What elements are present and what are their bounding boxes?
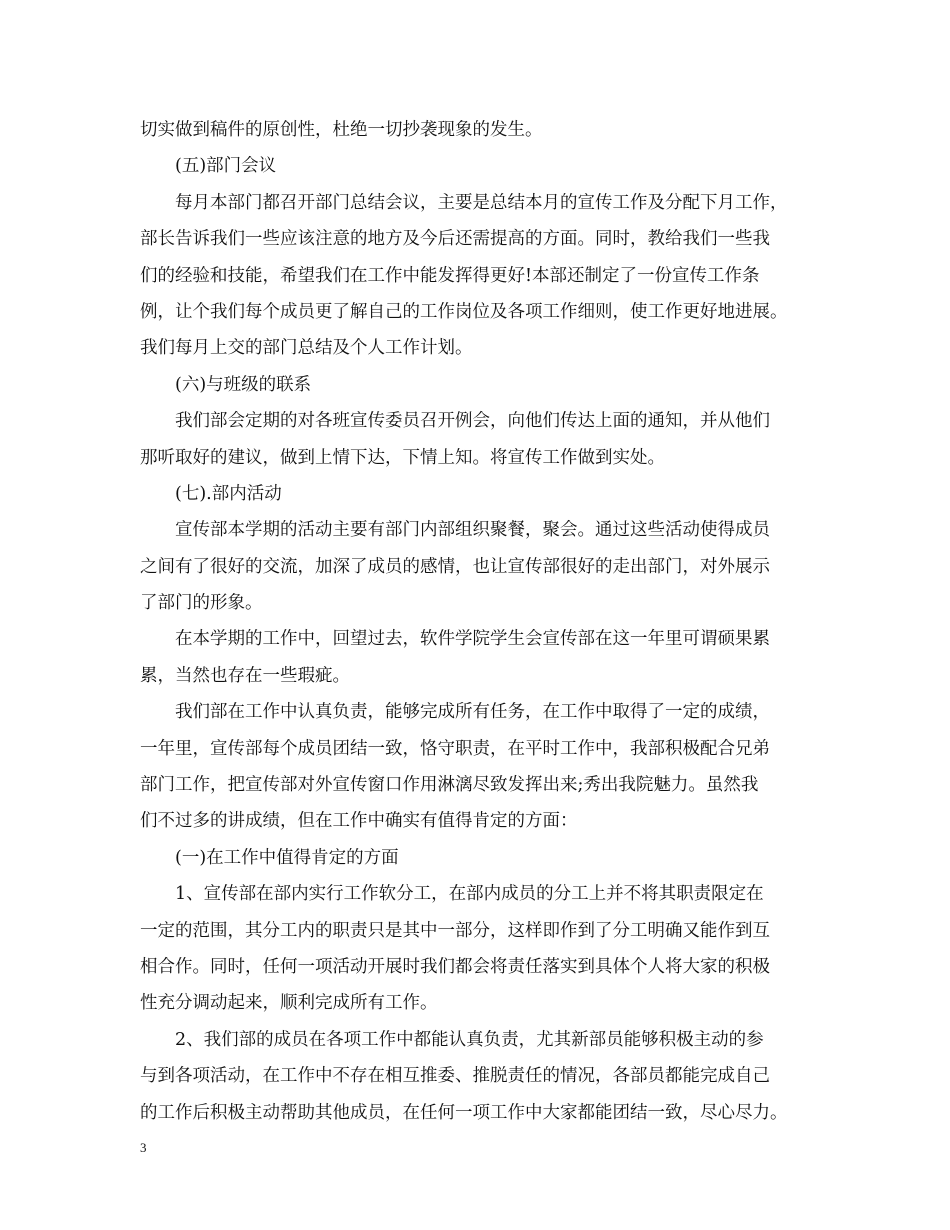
text-line: 我们部在工作中认真负责，能够完成所有任务，在工作中取得了一定的成绩， (175, 702, 770, 723)
text-line: 之间有了很好的交流，加深了成员的感情，也让宣传部很好的走出部门，对外展示 (140, 556, 770, 577)
text-line: 部长告诉我们一些应该注意的地方及今后还需提高的方面。同时，教给我们一些我 (140, 229, 770, 250)
text-line: 累，当然也存在一些瑕疵。 (140, 665, 350, 686)
text-line: 们的经验和技能，希望我们在工作中能发挥得更好!本部还制定了一份宣传工作条 (140, 265, 760, 286)
text-line: 性充分调动起来，顺利完成所有工作。 (140, 993, 438, 1014)
text-line: 部门工作，把宣传部对外宣传窗口作用淋漓尽致发挥出来;秀出我院魅力。虽然我 (140, 775, 759, 796)
text-line: 了部门的形象。 (140, 593, 263, 614)
text-line: 2、我们部的成员在各项工作中都能认真负责，尤其新部员能够积极主动的参 (175, 1029, 764, 1050)
text-line: 切实做到稿件的原创性，杜绝一切抄袭现象的发生。 (140, 120, 543, 140)
text-line: 一定的范围，其分工内的职责只是其中一部分，这样即作到了分工明确又能作到互 (140, 920, 770, 941)
section-heading: (五)部门会议 (175, 156, 277, 177)
text-line: 宣传部本学期的活动主要有部门内部组织聚餐，聚会。通过这些活动使得成员 (175, 520, 770, 541)
text-line: 在本学期的工作中，回望过去，软件学院学生会宣传部在这一年里可谓硕果累 (175, 629, 770, 650)
page-number: 3 (140, 1140, 147, 1155)
text-line: 1、宣传部在部内实行工作软分工，在部内成员的分工上并不将其职责限定在 (175, 884, 764, 905)
text-line: 一年里，宣传部每个成员团结一致，恪守职责，在平时工作中，我部积极配合兄弟 (140, 738, 770, 759)
section-heading: (六)与班级的联系 (175, 374, 312, 395)
section-heading: (一)在工作中值得肯定的方面 (175, 847, 399, 868)
text-line: 例，让个我们每个成员更了解自己的工作岗位及各项工作细则，使工作更好地进展。 (140, 301, 788, 322)
text-line: 相合作。同时，任何一项活动开展时我们都会将责任落实到具体个人将大家的积极 (140, 956, 770, 977)
text-line: 的工作后积极主动帮助其他成员，在任何一项工作中大家都能团结一致，尽心尽力。 (140, 1102, 788, 1123)
text-line: 我们部会定期的对各班宣传委员召开例会，向他们传达上面的通知，并从他们 (175, 411, 770, 432)
text-line: 每月本部门都召开部门总结会议，主要是总结本月的宣传工作及分配下月工作， (175, 192, 788, 213)
text-line: 们不过多的讲成绩，但在工作中确实有值得肯定的方面： (140, 811, 578, 832)
text-line: 那听取好的建议，做到上情下达，下情上知。将宣传工作做到实处。 (140, 447, 665, 468)
text-line: 与到各项活动，在工作中不存在相互推委、推脱责任的情况，各部员都能完成自己 (140, 1066, 770, 1087)
document-body (140, 112, 830, 1131)
text-line: 我们每月上交的部门总结及个人工作计划。 (140, 338, 473, 359)
section-heading: (七).部内活动 (175, 483, 282, 504)
